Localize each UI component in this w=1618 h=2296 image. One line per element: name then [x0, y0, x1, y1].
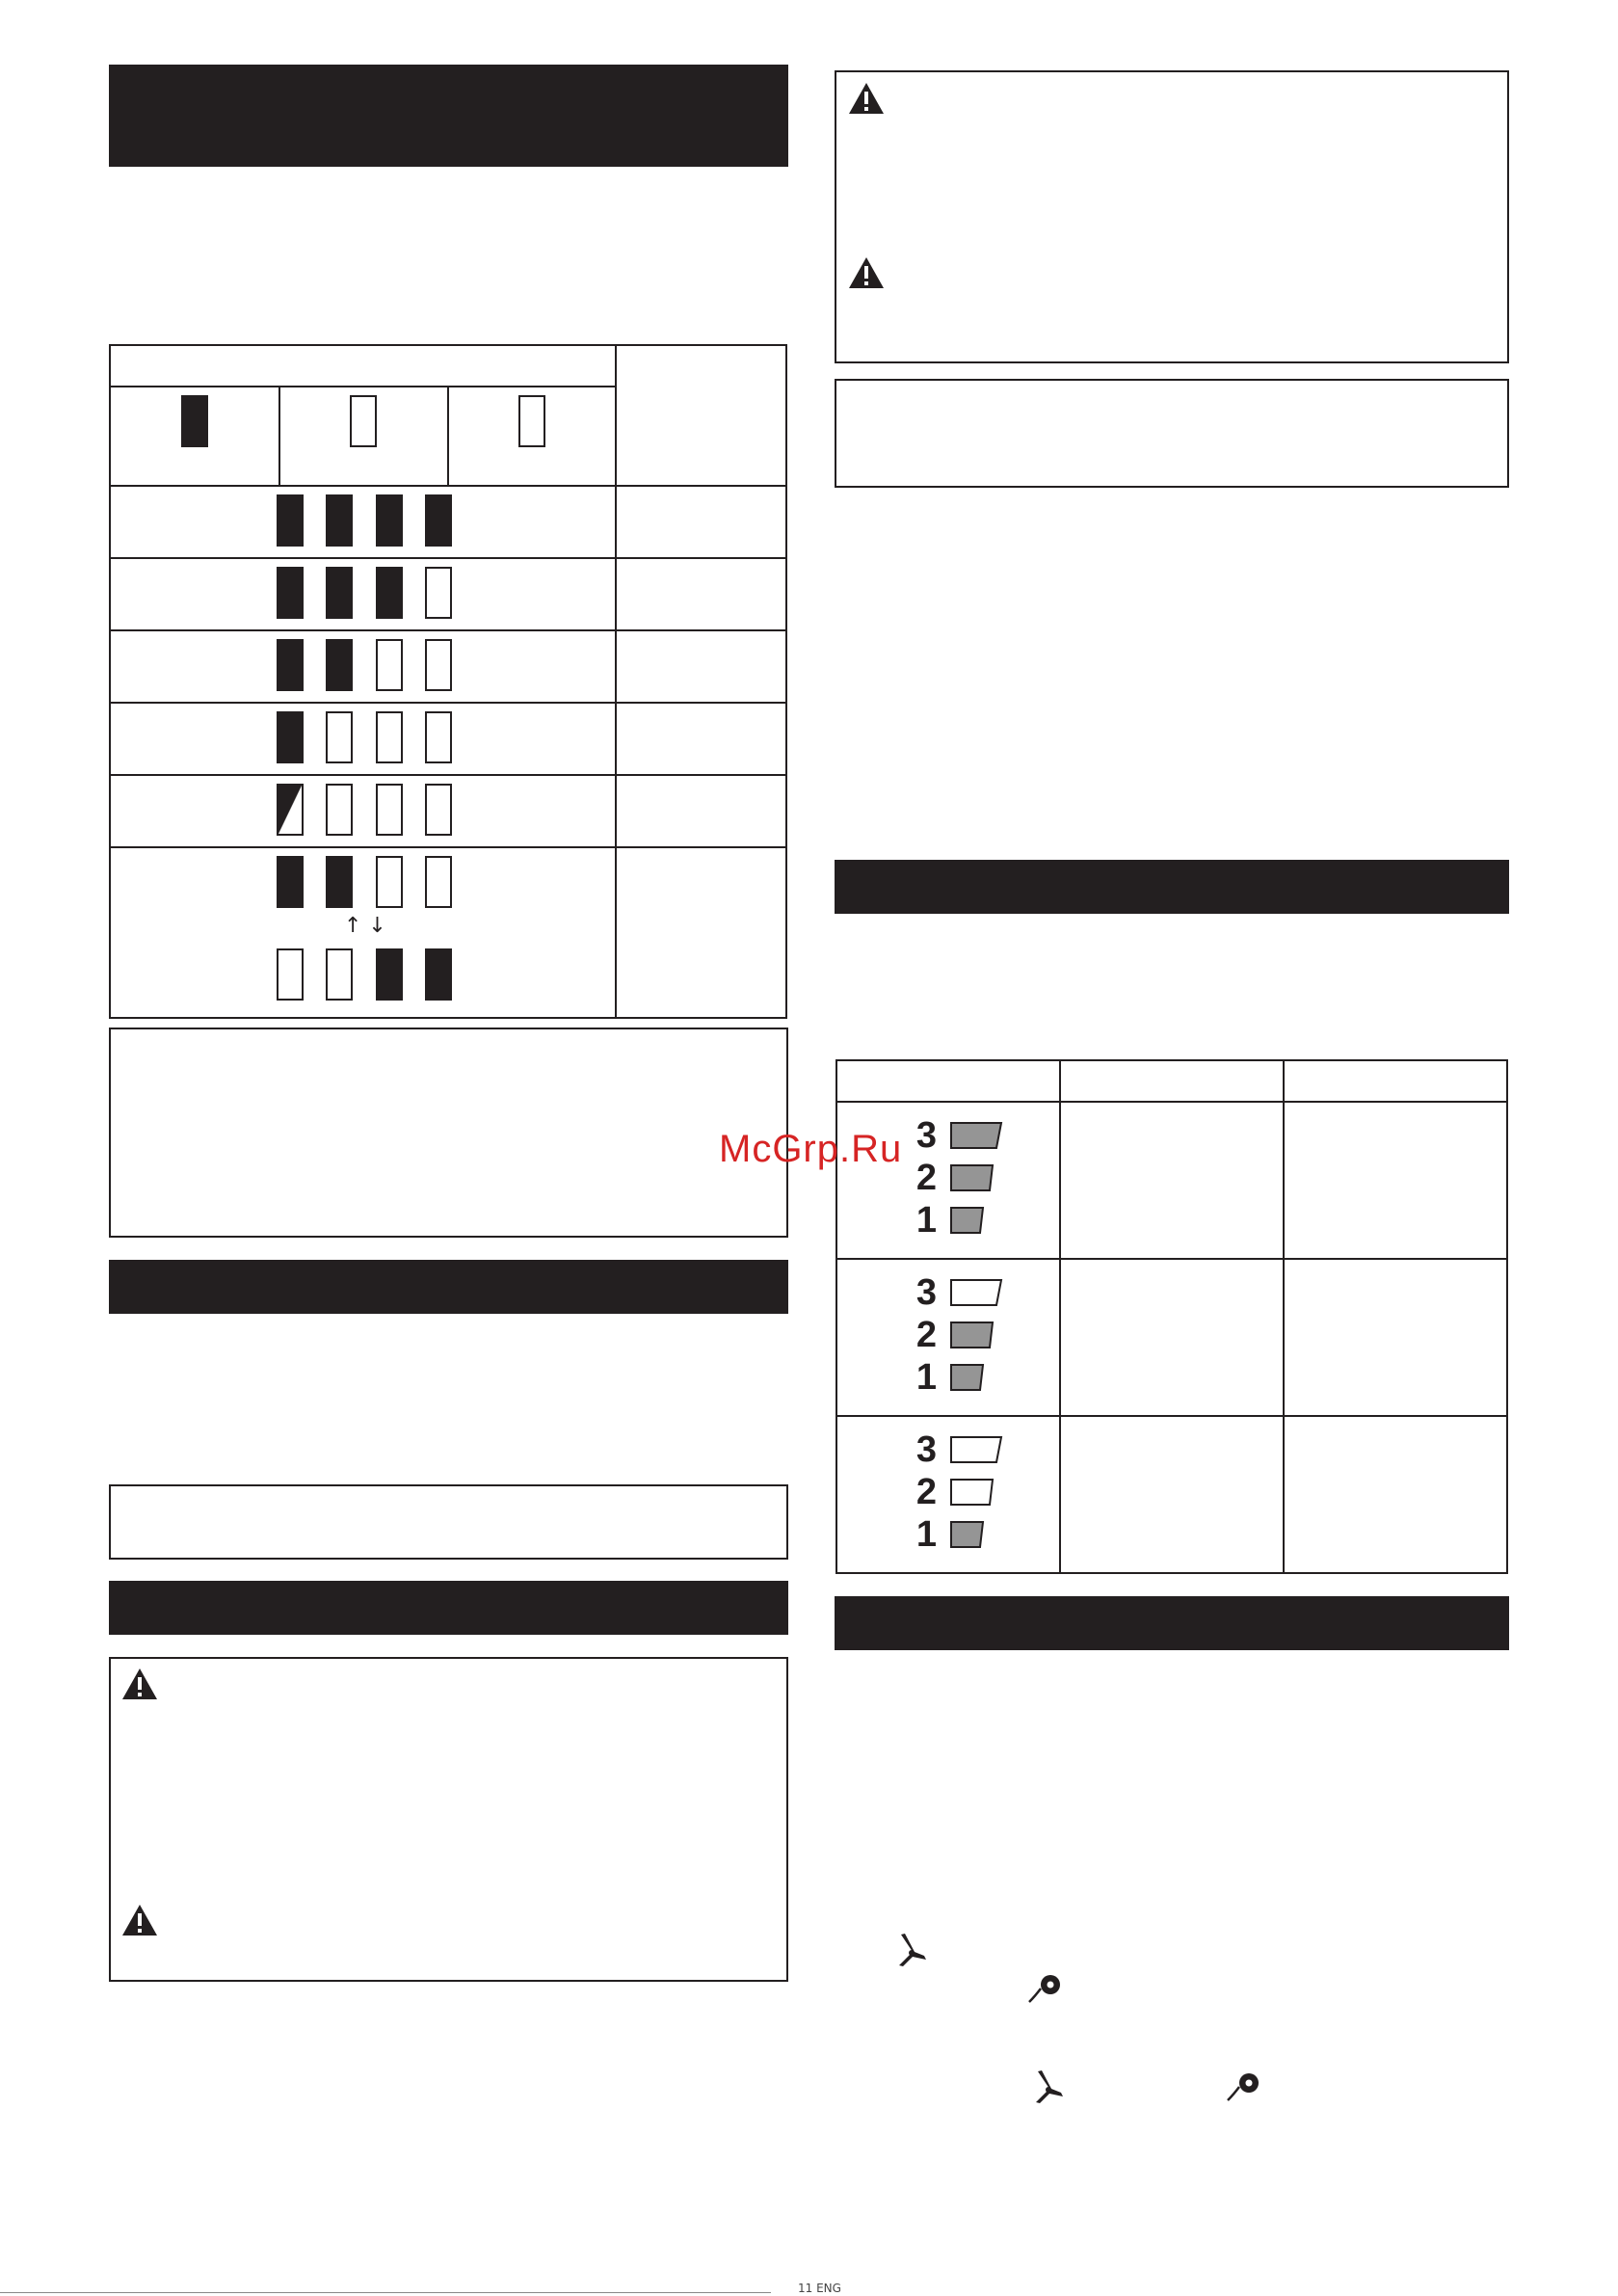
- page-footer: 11 ENG: [798, 2282, 841, 2295]
- speed-level-number: 3: [915, 1115, 937, 1156]
- speed-level-lamp: [949, 1478, 1003, 1507]
- table-rule: [109, 629, 787, 631]
- speed-level-lamp: [949, 1206, 1003, 1235]
- battery-lamp: [425, 711, 452, 763]
- section-header-bar: [835, 1596, 1509, 1650]
- table-rule: [109, 846, 787, 848]
- battery-lamp: [326, 494, 353, 547]
- table-rule: [836, 1415, 1508, 1417]
- note-box: [109, 1484, 788, 1560]
- legend-lamp: [181, 395, 208, 447]
- legend-lamp: [350, 395, 377, 447]
- watermark: McGrp.Ru: [719, 1128, 903, 1170]
- section-header-bar: [835, 860, 1509, 914]
- speed-level-lamp: [949, 1163, 1003, 1192]
- battery-lamp: [277, 784, 304, 836]
- table-rule: [1283, 1059, 1285, 1574]
- warning-icon: [847, 81, 886, 116]
- battery-lamp: [277, 639, 304, 691]
- speed-level-lamp: [949, 1363, 1003, 1392]
- table-rule: [109, 774, 787, 776]
- table-rule: [109, 702, 787, 704]
- battery-lamp: [326, 639, 353, 691]
- battery-lamp: [376, 856, 403, 908]
- speed-level-number: 1: [915, 1357, 937, 1398]
- blade-icon: [891, 1931, 930, 1969]
- speed-level-number: 3: [915, 1272, 937, 1313]
- table-rule: [1059, 1059, 1061, 1574]
- speed-level-lamp: [949, 1321, 1003, 1349]
- table-rule: [109, 557, 787, 559]
- table-rule: [615, 344, 617, 1019]
- battery-lamp: [425, 494, 452, 547]
- note-box: [109, 1028, 788, 1238]
- battery-lamp: [376, 494, 403, 547]
- battery-lamp: [326, 784, 353, 836]
- battery-lamp: [425, 639, 452, 691]
- table-rule: [109, 485, 787, 487]
- nylon-cutting-head-icon: [1226, 2068, 1264, 2106]
- warning-box: [835, 70, 1509, 363]
- speed-level-number: 3: [915, 1429, 937, 1470]
- speed-level-lamp: [949, 1435, 1003, 1464]
- speed-level-number: 1: [915, 1514, 937, 1555]
- battery-lamp: [277, 711, 304, 763]
- battery-lamp: [425, 948, 452, 1001]
- table-rule: [836, 1101, 1508, 1103]
- battery-lamp: [376, 567, 403, 619]
- legend-lamp: [518, 395, 545, 447]
- blade-icon: [1028, 2068, 1067, 2106]
- battery-lamp: [425, 784, 452, 836]
- section-header-bar: [109, 1581, 788, 1635]
- battery-lamp: [425, 567, 452, 619]
- table-rule: [447, 386, 449, 487]
- battery-lamp: [326, 856, 353, 908]
- battery-lamp: [376, 784, 403, 836]
- battery-lamp: [326, 711, 353, 763]
- note-box: [835, 379, 1509, 488]
- warning-icon: [847, 255, 886, 290]
- battery-lamp: [376, 948, 403, 1001]
- speed-level-lamp: [949, 1520, 1003, 1549]
- footer-rule: [0, 2292, 771, 2293]
- section-header-bar: [109, 65, 788, 167]
- section-header-bar: [109, 1260, 788, 1314]
- speed-level-number: 2: [915, 1472, 937, 1512]
- battery-lamp: [376, 711, 403, 763]
- alternating-arrows: ↑ ↓: [344, 914, 386, 938]
- nylon-cutting-head-icon: [1027, 1969, 1066, 2008]
- table-rule: [109, 386, 617, 387]
- battery-lamp: [326, 948, 353, 1001]
- battery-lamp: [277, 856, 304, 908]
- battery-lamp: [425, 856, 452, 908]
- warning-icon: [120, 1903, 159, 1937]
- battery-lamp: [376, 639, 403, 691]
- battery-lamp: [277, 494, 304, 547]
- battery-lamp: [326, 567, 353, 619]
- warning-icon: [120, 1667, 159, 1701]
- battery-lamp: [277, 948, 304, 1001]
- battery-lamp: [277, 567, 304, 619]
- speed-level-number: 2: [915, 1158, 937, 1198]
- warning-box: [109, 1657, 788, 1982]
- speed-level-lamp: [949, 1121, 1003, 1150]
- speed-level-number: 2: [915, 1315, 937, 1355]
- speed-level-lamp: [949, 1278, 1003, 1307]
- table-rule: [279, 386, 280, 487]
- speed-level-number: 1: [915, 1200, 937, 1241]
- table-rule: [836, 1258, 1508, 1260]
